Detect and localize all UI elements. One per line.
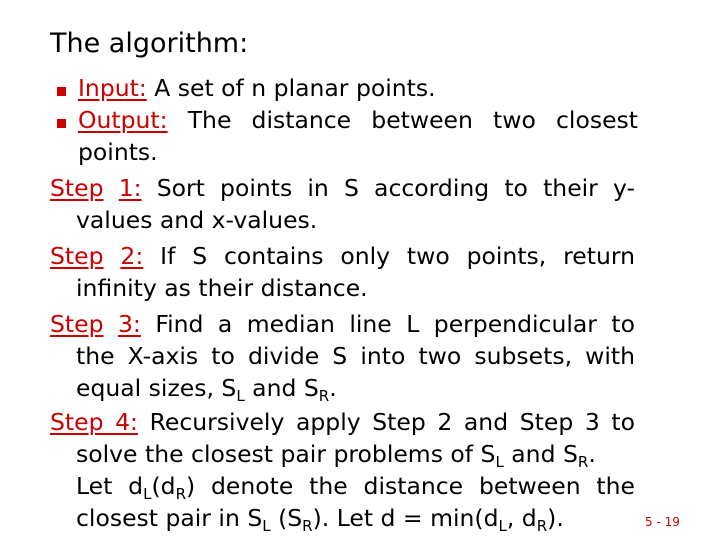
page-number: 5 - 19	[645, 515, 680, 529]
step4-text: Recursively apply Step 2 and Step 3 to	[137, 408, 635, 436]
step3-label-num: 3:	[117, 310, 141, 338]
step2-label-step: Step	[50, 242, 104, 270]
step4-line	[50, 406, 635, 438]
step4-line-4	[76, 502, 564, 534]
slide-title: The algorithm:	[50, 28, 249, 59]
subscript-l: L	[495, 453, 504, 471]
subscript-r: R	[577, 453, 589, 471]
square-bullet-icon	[57, 119, 66, 128]
subscript-l: L	[143, 485, 152, 503]
step4-line-2	[76, 438, 596, 470]
step2-line	[50, 240, 635, 272]
input-text: A set of n planar points.	[146, 74, 436, 102]
step4-text3-a: Let d	[76, 472, 144, 500]
step1-text: Sort points in S according to their y-	[141, 174, 635, 202]
step4-line-3	[76, 470, 635, 502]
step3-text-b: and S	[244, 374, 319, 402]
step3-line	[50, 308, 635, 340]
step3-line-2: the X-axis to divide S into two subsets, with	[76, 342, 635, 370]
step3-text: Find a median line L perpendicular to	[140, 310, 635, 338]
subscript-l: L	[262, 517, 271, 535]
step4-text4-c: ). Let d = min(d	[312, 504, 499, 532]
step4-text2-c: .	[588, 440, 596, 468]
input-label: Input:	[78, 74, 147, 102]
step3-text-c: .	[329, 374, 337, 402]
subscript-l: L	[498, 517, 507, 535]
output-line	[78, 104, 638, 136]
step4-text4-a: closest pair in S	[76, 504, 263, 532]
step4-label: Step 4:	[50, 408, 138, 436]
square-bullet-icon	[57, 87, 66, 96]
input-line	[78, 72, 436, 104]
step2-line-2: infinity as their distance.	[76, 274, 368, 302]
subscript-r: R	[318, 387, 330, 405]
step1-label-step: Step	[50, 174, 104, 202]
step2-text: If S contains only two points, return	[143, 242, 635, 270]
step1-label-num: 1:	[118, 174, 142, 202]
step1-line-2: values and x-values.	[76, 206, 318, 234]
step4-text3-c: ) denote the distance between the	[186, 472, 635, 500]
subscript-r: R	[175, 485, 186, 503]
output-text: The distance between two closest	[167, 106, 638, 134]
step3-line-3	[76, 372, 337, 404]
step3-text-a: equal sizes, S	[76, 374, 237, 402]
output-label: Output:	[78, 106, 168, 134]
subscript-l: L	[236, 387, 245, 405]
step2-label-num: 2:	[120, 242, 144, 270]
subscript-r: R	[302, 517, 313, 535]
output-line-2: points.	[78, 138, 158, 166]
subscript-r: R	[536, 517, 548, 535]
step1-line	[50, 172, 635, 204]
step4-text3-b: (d	[151, 472, 176, 500]
step4-text4-e: ).	[547, 504, 564, 532]
step3-label-step: Step	[50, 310, 104, 338]
step4-text4-b: (S	[270, 504, 303, 532]
step4-text2-a: solve the closest pair problems of S	[76, 440, 496, 468]
step4-text2-b: and S	[503, 440, 578, 468]
step4-text4-d: , d	[506, 504, 537, 532]
